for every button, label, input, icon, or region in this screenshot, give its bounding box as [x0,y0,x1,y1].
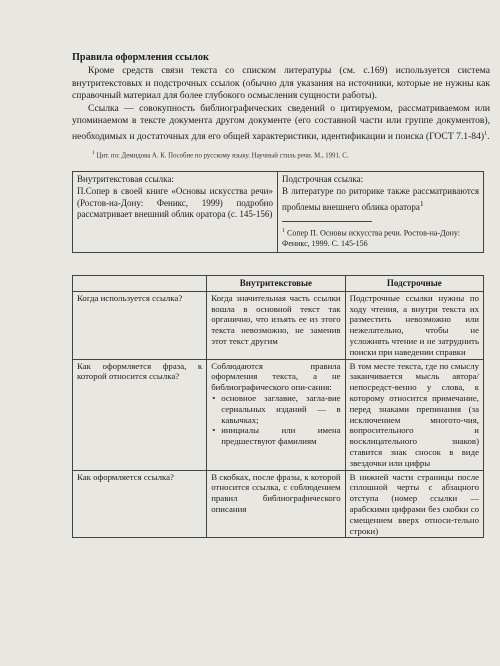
section-title: Правила оформления ссылок [72,52,209,63]
footnote-mark: 1 [92,149,95,156]
table-header-inline: Внутритекстовые [207,276,345,292]
comparison-table [72,275,484,538]
row1-footnote: Подстрочные ссылки нужны по ходу чтения, а внутри текста их разместить невозможно или нежелательно, чтобы не усложнять чтение и не затруднить поиски при наведении справки [345,291,483,359]
footnote-divider [282,221,372,222]
inline-example-text: П.Сопер в своей книге «Основы искусства речи» (Ростов-на-Дону: Феникс, 1999) подробно рассматривает внешний облик оратора (с. 145-156) [77,186,273,220]
row3-inline: В скобках, после фразы, к которой относится ссылка, с соблюдением правил библиографического описания [207,470,345,538]
footnote-example-head: Подстрочная ссылка: [282,174,364,185]
list-item: • инициалы или имена предшествуют фамилиям [221,425,340,447]
paragraph-intro: Кроме средств связи текста со списком литературы (см. с.169) используется система внутритекстовых и подстрочных ссылок (обычно для указания на источники, которые не нужны как справочный материал для более глубокого осмысления сущности работы). [72,65,490,102]
paragraph-definition: Ссылка — совокупность библиографических сведений о цитируемом, рассматриваемом или упоминаемом в тексте документа другом документе (его составной части или группе документов), необходимых и достаточных для его общей характеристики, идентификации и поиска (ГОСТ 7.1-84)$^1$. [72,102,490,143]
row2-question: Как оформляется фраза, к которой относится ссылка? [73,359,207,470]
row3-footnote: В нижней части страницы после сплошной черты с абзацного отступа (номер ссылки — арабскими цифрами без скобки со смещением вверх относи-тельно строки) [345,470,483,538]
inline-example [73,172,278,252]
row2-inline [207,359,345,470]
footnote-text: Цит. по: Демидова А. К. Пособие по русскому языку. Научный стиль речи. М., 1991. С. [96,152,349,160]
row3-question: Как оформляется ссылка? [73,470,207,538]
footnote-example-text: В литературе по риторике также рассматриваются проблемы внешнего облика оратора [282,186,479,212]
inline-example-head: Внутритекстовая ссылка: [77,174,174,185]
row1-question: Когда используется ссылка? [73,291,207,359]
definition-text: Ссылка — совокупность библиографических сведений о цитируемом, рассматриваемом или упоминаемом в тексте документа другом документе (его составной части или группе документов), необходимых и достаточных для его общей характеристики, идентификации и поиска (ГОСТ 7.1-84) [72,102,490,143]
row1-inline: Когда значительная часть ссылки вошла в основной текст так органично, что изъять ее из этого текста невозможно, не заменив этот текст другим [207,291,345,359]
footnote-example-text-wrap [282,186,479,213]
footnote-example-sup: 1 [419,198,424,208]
row2-inline-intro: Соблюдаются правила оформления текста, а не библиографического опи-сания: [211,360,341,393]
table-header-footnote: Подстрочные [345,276,483,292]
example-box [72,171,484,253]
row2-footnote: В том месте текста, где по смыслу заканчивается мысль автора/непосредст-венно у слова, к которому относится примечание, перед знаками препинания (за исключением многото-чия, вопросительного и восклицательного знаков) ставится знак сносок в виде звездочки или цифры [345,359,483,470]
footnote-example-note [282,226,479,250]
footnote-example-note-mark: 1 [282,228,285,235]
table-row [73,470,484,538]
page-footnote [92,150,490,159]
list-item: • основное заглавие, загла-вие сериальных изданий — в кавычках; [221,393,340,425]
footnote-ref: 1 [484,130,488,137]
row2-inline-list [211,393,340,447]
table-header-row [73,276,484,292]
table-row [73,291,484,359]
footnote-example-note-text: Сопер П. Основы искусства речи. Ростов-на-Дону: Феникс, 1999. С. 145-156 [282,228,460,249]
table-header-empty [73,276,207,292]
table-row [73,359,484,470]
footnote-example [278,172,483,252]
